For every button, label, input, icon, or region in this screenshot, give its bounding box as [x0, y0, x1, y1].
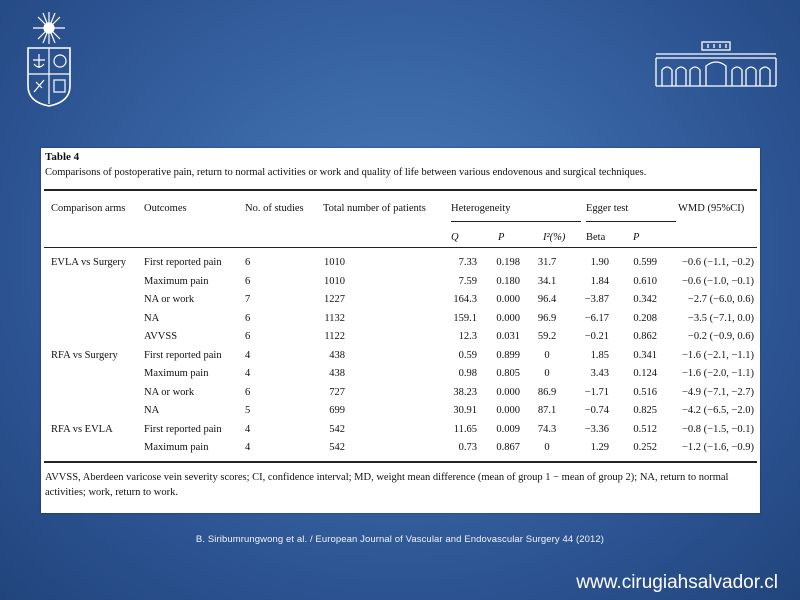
cell-wmd: −2.7 (−6.0, 0.6): [687, 294, 754, 305]
hospital-building-icon: [654, 40, 778, 90]
cell-q: 0.98: [458, 368, 477, 379]
citation: B. Siribumrungwong et al. / European Journal of Vascular and Endovascular Surgery 44 (2012): [195, 534, 605, 545]
cell-beta: 1.85: [590, 349, 609, 361]
cell-egger-p: 0.341: [633, 349, 657, 361]
cell-q: 7.33: [458, 257, 477, 268]
cell-wmd: −0.6 (−1.0, −0.1): [681, 275, 754, 287]
cell-patients: 727: [329, 386, 345, 398]
cell-beta: 1.29: [590, 442, 609, 453]
cell-beta: −3.87: [584, 294, 609, 305]
cell-p: 0.031: [496, 331, 520, 342]
cell-egger-p: 0.124: [633, 368, 657, 379]
cell-p: 0.805: [496, 368, 520, 379]
cell-i2: 74.3: [537, 423, 557, 435]
cell-i2: 96.9: [537, 312, 557, 324]
header-comparison: Comparison arms: [51, 203, 126, 214]
cell-patients: 1227: [324, 294, 345, 305]
header-patients: Total number of patients: [323, 203, 426, 214]
cell-i2: 0: [544, 368, 550, 379]
cell-patients: 1010: [324, 275, 345, 287]
cell-beta: −0.21: [584, 331, 609, 342]
cell-studies: 7: [245, 294, 251, 305]
table-footnote: AVVSS, Aberdeen varicose vein severity scores; CI, confidence interval; MD, weight mean difference (mean of group 1 − mean of group 2); NA, return to normal activities; work, return to work.: [45, 472, 729, 498]
header-outcomes: Outcomes: [144, 203, 187, 214]
cell-wmd: −0.6 (−1.1, −0.2): [681, 257, 754, 268]
cell-wmd: −1.2 (−1.6, −0.9): [681, 442, 754, 453]
cell-p: 0.000: [496, 312, 520, 324]
header-egger-p: P: [633, 232, 640, 243]
cell-p: 0.009: [496, 423, 520, 435]
university-seal-icon: [22, 8, 76, 108]
cell-q: 30.91: [453, 405, 477, 416]
header-i2: I²(%): [543, 232, 566, 243]
cell-outcome: Maximum pain: [144, 368, 209, 379]
cell-outcome: Maximum pain: [144, 442, 209, 453]
cell-studies: 6: [245, 312, 251, 324]
cell-studies: 5: [245, 405, 251, 416]
cell-egger-p: 0.252: [633, 442, 657, 453]
cell-q: 7.59: [458, 275, 477, 287]
cell-p: 0.000: [496, 294, 520, 305]
website-link[interactable]: www.cirugiahsalvador.cl: [576, 572, 778, 593]
cell-p: 0.198: [496, 257, 520, 268]
cell-q: 38.23: [453, 386, 477, 398]
cell-patients: 699: [329, 405, 345, 416]
cell-outcome: AVVSS: [144, 331, 178, 342]
bottom-rule: [44, 461, 757, 463]
cell-p: 0.899: [496, 349, 520, 361]
cell-beta: −1.71: [584, 386, 609, 398]
cell-outcome: Maximum pain: [144, 275, 209, 287]
header-q: Q: [451, 232, 459, 243]
cell-beta: 1.84: [590, 275, 609, 287]
cell-patients: 1122: [324, 331, 345, 342]
cell-arm: RFA vs EVLA: [51, 423, 113, 435]
cell-studies: 4: [245, 368, 251, 379]
cell-outcome: NA or work: [144, 386, 195, 398]
cell-patients: 1010: [324, 257, 345, 268]
cell-egger-p: 0.610: [633, 275, 657, 287]
cell-beta: −0.74: [584, 405, 609, 416]
cell-beta: −3.36: [584, 423, 609, 435]
cell-i2: 0: [544, 349, 550, 361]
cell-q: 0.59: [458, 349, 477, 361]
cell-i2: 31.7: [537, 257, 557, 268]
cell-egger-p: 0.599: [633, 257, 657, 268]
cell-p: 0.180: [496, 275, 520, 287]
cell-q: 159.1: [453, 312, 477, 324]
cell-wmd: −4.9 (−7.1, −2.7): [681, 386, 754, 398]
cell-p: 0.000: [496, 405, 520, 416]
cell-wmd: −1.6 (−2.1, −1.1): [681, 349, 754, 361]
header-wmd: WMD (95%CI): [678, 203, 745, 214]
cell-i2: 96.4: [537, 294, 557, 305]
header-rule: [44, 247, 757, 248]
table-caption: Comparisons of postoperative pain, return to normal activities or work and quality of life between various endovenous and surgical techniques.: [45, 167, 647, 178]
cell-egger-p: 0.516: [633, 386, 657, 398]
cell-patients: 542: [329, 442, 345, 453]
cell-studies: 6: [245, 257, 251, 268]
cell-i2: 87.1: [537, 405, 557, 416]
cell-wmd: −0.2 (−0.9, 0.6): [687, 331, 754, 342]
cell-p: 0.000: [496, 386, 520, 398]
header-egger: Egger test: [586, 203, 629, 214]
cell-q: 12.3: [458, 331, 477, 342]
cell-egger-p: 0.825: [633, 405, 657, 416]
cell-outcome: First reported pain: [144, 423, 222, 435]
cell-p: 0.867: [496, 442, 520, 453]
cell-i2: 0: [544, 442, 550, 453]
heterogeneity-underline: [451, 221, 581, 222]
cell-studies: 4: [245, 442, 251, 453]
cell-outcome: NA or work: [144, 294, 195, 305]
cell-studies: 6: [245, 331, 251, 342]
cell-egger-p: 0.512: [633, 423, 657, 435]
cell-egger-p: 0.862: [633, 331, 657, 342]
cell-wmd: −0.8 (−1.5, −0.1): [681, 423, 754, 435]
cell-egger-p: 0.342: [633, 294, 657, 305]
cell-outcome: NA: [144, 312, 160, 324]
cell-arm: RFA vs Surgery: [51, 349, 118, 361]
top-rule: [44, 189, 757, 191]
cell-studies: 6: [245, 386, 251, 398]
cell-outcome: NA: [144, 405, 160, 416]
cell-patients: 542: [329, 423, 345, 435]
table-title: Table 4: [45, 151, 80, 163]
cell-patients: 438: [329, 349, 345, 361]
cell-q: 164.3: [453, 294, 477, 305]
cell-i2: 34.1: [537, 275, 557, 287]
cell-patients: 438: [329, 368, 345, 379]
cell-studies: 4: [245, 423, 251, 435]
cell-wmd: −1.6 (−2.0, −1.1): [681, 368, 754, 379]
cell-outcome: First reported pain: [144, 349, 222, 361]
header-heterogeneity: Heterogeneity: [451, 203, 511, 214]
egger-underline: [586, 221, 676, 222]
cell-arm: EVLA vs Surgery: [51, 257, 127, 268]
header-beta: Beta: [586, 232, 606, 243]
cell-q: 11.65: [453, 423, 477, 435]
cell-i2: 59.2: [537, 331, 557, 342]
cell-i2: 86.9: [537, 386, 557, 398]
cell-wmd: −3.5 (−7.1, 0.0): [687, 312, 754, 324]
cell-outcome: First reported pain: [144, 257, 222, 268]
cell-beta: 1.90: [590, 257, 609, 268]
cell-wmd: −4.2 (−6.5, −2.0): [681, 405, 754, 416]
cell-beta: 3.43: [590, 368, 609, 379]
results-table: [41, 148, 760, 513]
header-studies: No. of studies: [245, 203, 304, 214]
cell-beta: −6.17: [584, 312, 609, 324]
cell-studies: 6: [245, 275, 251, 287]
cell-egger-p: 0.208: [633, 312, 657, 324]
header-p: P: [498, 232, 505, 243]
cell-q: 0.73: [458, 442, 477, 453]
cell-patients: 1132: [324, 312, 345, 324]
cell-studies: 4: [245, 349, 251, 361]
